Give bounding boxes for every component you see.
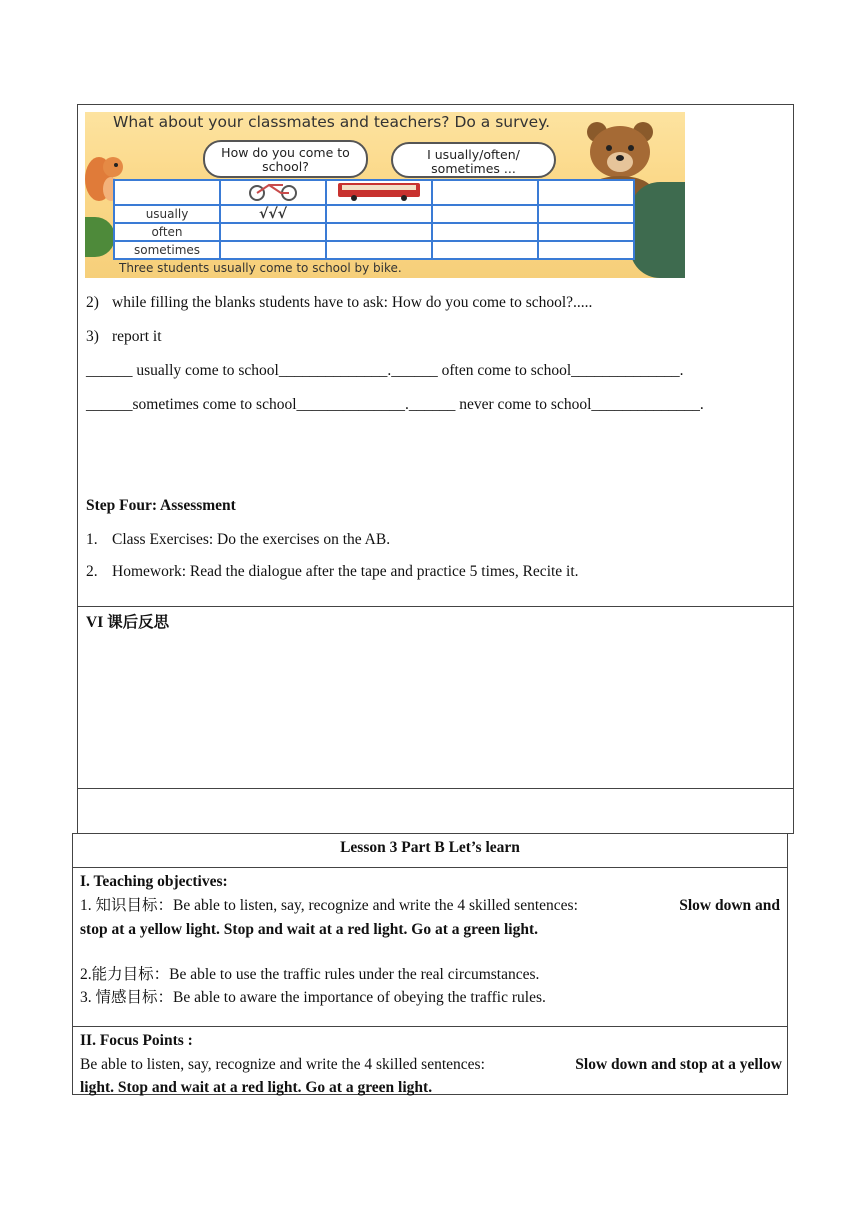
objective-3: 3. 情感目标：Be able to aware the importance of obeying the traffic rules.: [80, 989, 546, 1006]
focus-text: Be able to listen, say, recognize and write the 4 skilled sentences: Slow down and stop at a yellow light. Stop and wait at a red light. Go at a green light.: [80, 1056, 782, 1096]
assessment-item-1: 1. Class Exercises: Do the exercises on the AB.: [86, 531, 391, 548]
objective-1: 1. 知识目标：Be able to listen, say, recognize and write the 4 skilled sentences: Slow down and stop at a yellow light. Stop and wait at a red light. Go at a green light.: [80, 897, 780, 938]
focus-heading: II. Focus Points :: [80, 1032, 193, 1049]
row-label-often: often: [114, 223, 220, 241]
objectives-heading: I. Teaching objectives:: [80, 873, 228, 890]
empty-cell: [77, 788, 794, 834]
question-bubble: How do you come to school?: [203, 140, 368, 178]
answer-bubble: I usually/often/ sometimes ...: [391, 142, 556, 178]
assessment-item-2: 2. Homework: Read the dialogue after the tape and practice 5 times, Recite it.: [86, 563, 579, 580]
reflection-heading: VI 课后反思: [86, 614, 170, 631]
bike-icon: [220, 180, 326, 205]
survey-title: What about your classmates and teachers? Do a survey.: [113, 113, 551, 131]
step-four-heading: Step Four: Assessment: [86, 497, 236, 514]
survey-illustration: [85, 112, 685, 278]
tree-decoration: [630, 182, 685, 278]
bus-icon: [326, 180, 432, 205]
objective-2: 2.能力目标：Be able to use the traffic rules under the real circumstances.: [80, 966, 540, 983]
reflection-cell: [77, 606, 794, 789]
usually-bike-marks: √√√: [220, 205, 326, 223]
blank-line-2: ______sometimes come to school______________.______ never come to school______________.: [86, 396, 704, 413]
step-item-3: 3) report it: [86, 328, 162, 345]
row-label-usually: usually: [114, 205, 220, 223]
row-label-sometimes: sometimes: [114, 241, 220, 259]
survey-caption: Three students usually come to school by bike.: [119, 261, 402, 275]
lesson-title: Lesson 3 Part B Let’s learn: [340, 839, 520, 856]
leaf-decoration: [85, 217, 115, 257]
blank-line-1: ______ usually come to school______________.______ often come to school______________.: [86, 362, 684, 379]
survey-table: [113, 179, 635, 260]
step-item-2: 2) while filling the blanks students have to ask: How do you come to school?.....: [86, 294, 593, 311]
